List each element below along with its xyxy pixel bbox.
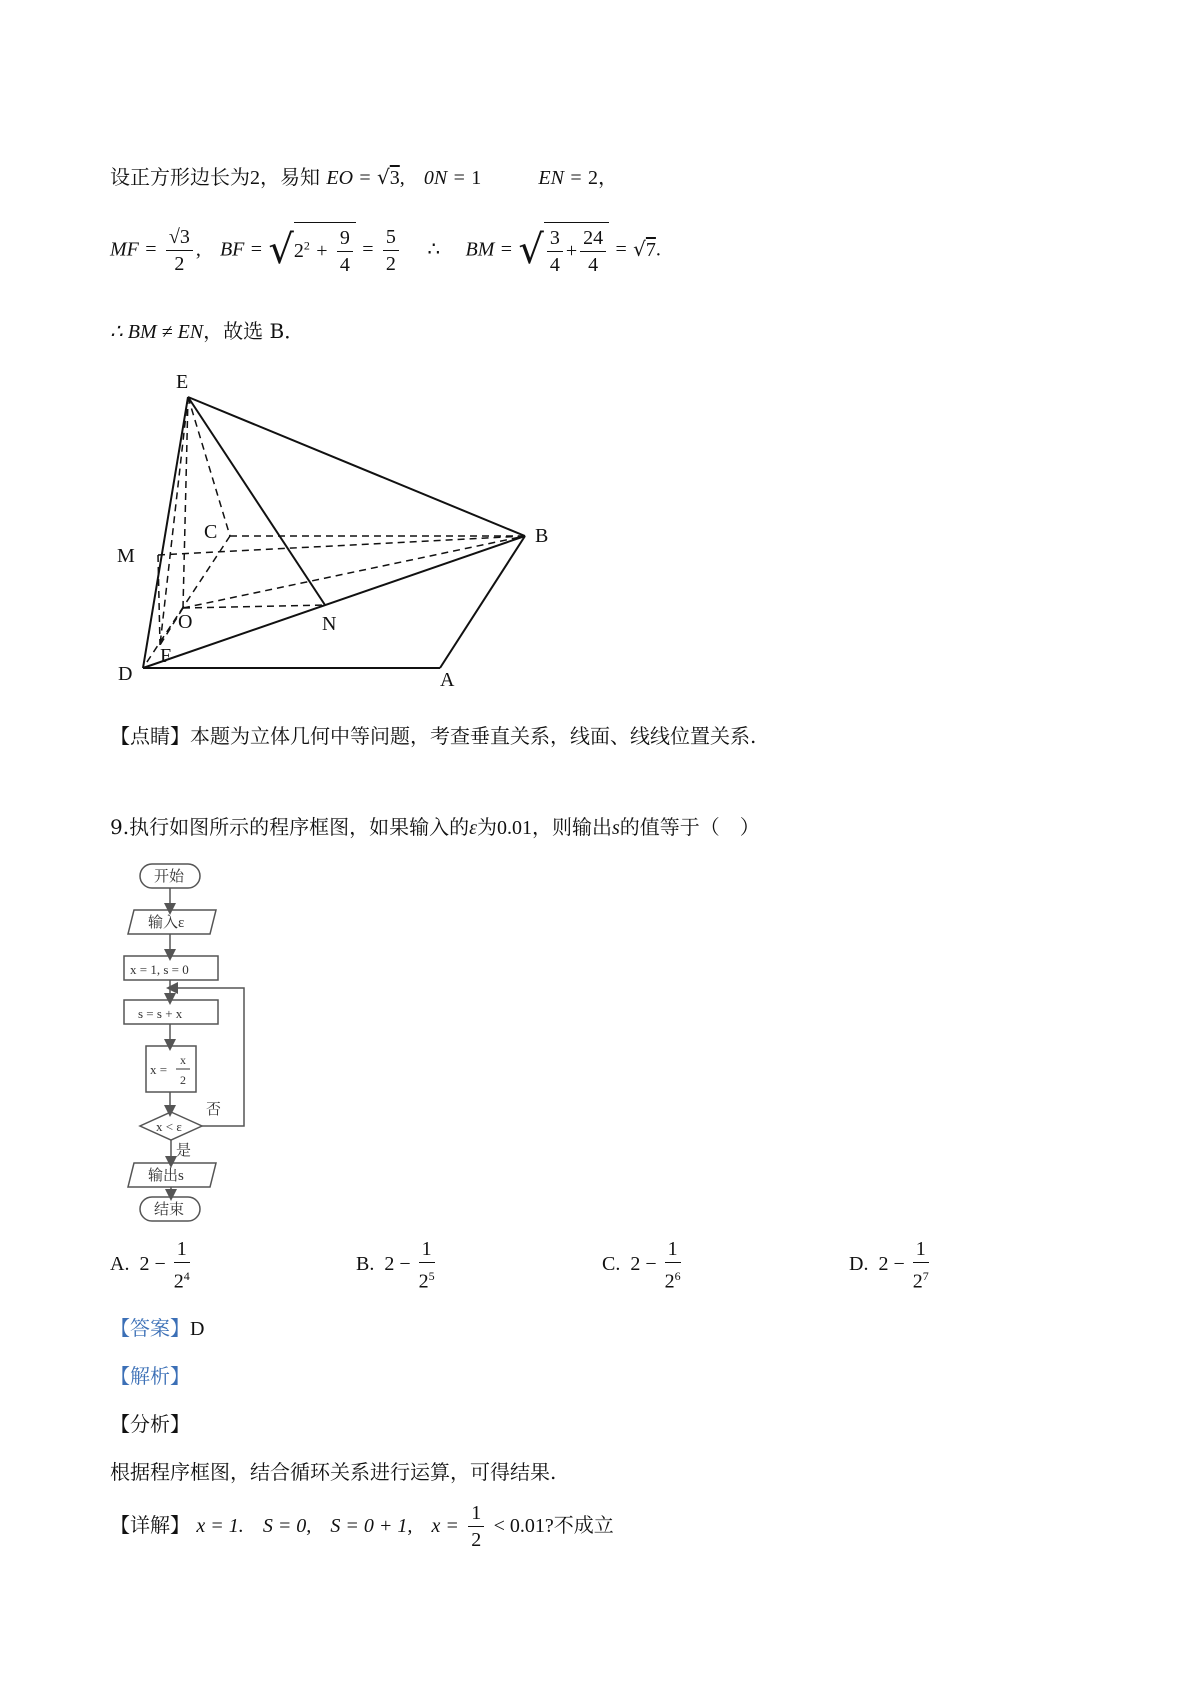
detail-f: 不成立 [553,1513,614,1537]
numerator: 24 [580,225,606,252]
on-value: 1 [471,167,482,189]
detail-c: S = 0 + 1, [330,1515,413,1537]
option-fraction [174,1236,190,1295]
epsilon: ε [469,817,477,839]
numerator: 9 [337,225,353,252]
option-label: B. [356,1252,375,1275]
en-symbol: EN [538,167,564,189]
base: 2 [293,240,304,262]
fenxi-text-line [110,1458,556,1486]
detail-a: x = 1. [196,1515,244,1537]
exponent: 7 [922,1269,929,1283]
half-numerator: x [180,1053,186,1067]
label-M: M [117,545,135,567]
text: ，易知 [260,165,320,189]
denominator: 2 [174,252,185,275]
text: 为 [476,815,497,839]
label-F: F [160,645,172,667]
text: 设正方形边长为 [110,165,250,189]
exponent: 2 [303,238,310,253]
period: . [655,238,661,261]
output-label: 输出s [148,1168,184,1184]
bm-frac-a [547,225,563,278]
bf-inner-fraction [337,225,353,278]
input-label: 输入ε [148,915,185,931]
edge-AB [440,536,525,668]
half-lhs-label: x = [150,1062,168,1077]
half-denominator: 2 [180,1073,186,1087]
label-N: N [322,613,337,635]
bm-frac-b [580,225,606,278]
option-label: C. [602,1252,621,1275]
text: 9.执行如图所示的程序框图，如果输入的 [110,815,470,839]
dash-EC [188,397,230,536]
exponent: 5 [428,1269,435,1283]
comment-text: 【点睛】本题为立体几何中等问题，考查垂直关系，线面、线线位置关系. [110,724,757,748]
mf-fraction [166,224,193,277]
numerator: √3 [166,224,193,251]
option-label: D. [849,1252,869,1275]
epsilon-value: 0.01 [496,817,532,839]
option-b[interactable] [356,1236,438,1295]
yes-label: 是 [176,1143,192,1159]
side-value: 2 [250,167,260,189]
answer-line [110,1314,204,1343]
edge-EB [188,397,525,536]
bf-symbol: BF [219,238,245,261]
eo-symbol: EO [326,167,354,189]
solution-line-2: MF = $\frac{√3}{2}$ , BF = $√2^2$ + $\frac{9}{4}$ = $\frac{5}{2}$ ∴ BM = √ $\frac{3}{4}$ + $\frac{24}{4}$ = √7. [110,222,661,278]
option-label: A. [110,1252,130,1275]
sqrt-arg: 7 [645,238,656,261]
label-B: B [535,525,549,547]
fenxi-tag: 【分析】 [110,1412,190,1436]
denominator: 2 [912,1270,923,1293]
fenxi-tag-line [110,1410,190,1438]
numerator: 1 [468,1500,484,1527]
denominator: 2 [385,252,396,275]
denominator: 4 [588,254,599,276]
flowchart [110,860,270,1220]
analysis-tag-line [110,1362,190,1390]
bm-ne-en: ∴ BM ≠ EN [110,321,204,343]
dash-OB [183,536,525,608]
dash-CD [143,536,230,668]
mf-symbol: MF [110,238,139,261]
bf-result-fraction [383,224,399,277]
detail-fraction [468,1500,484,1553]
option-fraction [419,1236,435,1295]
fenxi-text: 根据程序框图，结合循环关系进行运算，可得结果. [110,1460,557,1484]
solution-line-1: 设正方形边长为2，易知 EO = √3, 0N = 1 EN = 2， [110,165,618,189]
detail-tag: 【详解】 [110,1513,190,1537]
label-A: A [440,669,455,690]
sqrt-arg: 3 [389,167,400,189]
therefore-symbol: ∴ [427,236,441,261]
detail-b: S = 0, [262,1515,312,1537]
numerator: 1 [665,1236,681,1263]
option-d[interactable] [849,1236,932,1295]
end-label: 结束 [154,1202,185,1218]
sep: , [399,167,405,189]
option-c[interactable] [602,1236,684,1295]
plus: + [316,240,328,262]
label-D: D [118,663,133,685]
equals: = [359,167,371,189]
option-a[interactable] [110,1236,193,1295]
label-O: O [178,611,193,633]
denominator: 2 [471,1529,482,1551]
denominator: 2 [664,1270,675,1293]
label-E: E [176,371,189,393]
text: ， [597,165,618,189]
sqrt-7: √7 [633,236,656,261]
exponent: 4 [183,1269,190,1283]
numerator: 1 [419,1236,435,1263]
denominator: 2 [418,1270,429,1293]
bm-sqrt: √ $\frac{3}{4}$ + $\frac{24}{4}$ [518,222,609,278]
detail-d: x = [431,1515,459,1537]
answer-tag: 【答案】 [110,1316,190,1340]
numerator: 3 [547,225,563,252]
option-fraction [665,1236,681,1295]
sqrt-3: √3 [377,165,400,189]
text: 的值等于（ ） [619,815,760,839]
bf-sqrt: $√2^2$ + $\frac{9}{4}$ [268,222,356,278]
option-base: 2 − [630,1252,657,1275]
s-symbol: s [611,817,620,839]
flowchart-end [110,1187,270,1227]
no-label: 否 [206,1102,222,1118]
edge-EN [188,397,325,605]
denominator: 4 [339,254,350,276]
denominator: 2 [173,1270,184,1293]
start-label: 开始 [154,869,185,885]
option-fraction [913,1236,929,1295]
denominator: 4 [549,254,560,276]
label-C: C [204,521,218,543]
answer-value: D [190,1318,205,1340]
cond-label: x < ε [156,1119,182,1134]
sum-label: s = s + x [138,1006,183,1021]
option-base: 2 − [139,1252,166,1275]
init-label: x = 1, s = 0 [130,962,189,977]
edge-DB [143,536,525,668]
numerator: 5 [383,224,399,251]
on-symbol: 0N [423,167,448,189]
detail-e: < 0.01? [493,1515,554,1537]
text: ，故选 B． [203,319,305,343]
detail-line [110,1500,614,1553]
en-value: 2 [587,167,598,189]
analysis-tag: 【解析】 [110,1364,190,1388]
text: ，则输出 [531,815,612,839]
pyramid-figure [110,360,580,690]
option-base: 2 − [384,1252,411,1275]
bm-symbol: BM [465,238,495,261]
numerator: 1 [913,1236,929,1263]
question-9 [110,813,760,842]
exponent: 6 [674,1269,681,1283]
numerator: 1 [174,1236,190,1263]
option-base: 2 − [878,1252,905,1275]
comment-line [110,722,756,750]
dash-ON [183,605,325,608]
solution-line-3 [110,317,304,346]
